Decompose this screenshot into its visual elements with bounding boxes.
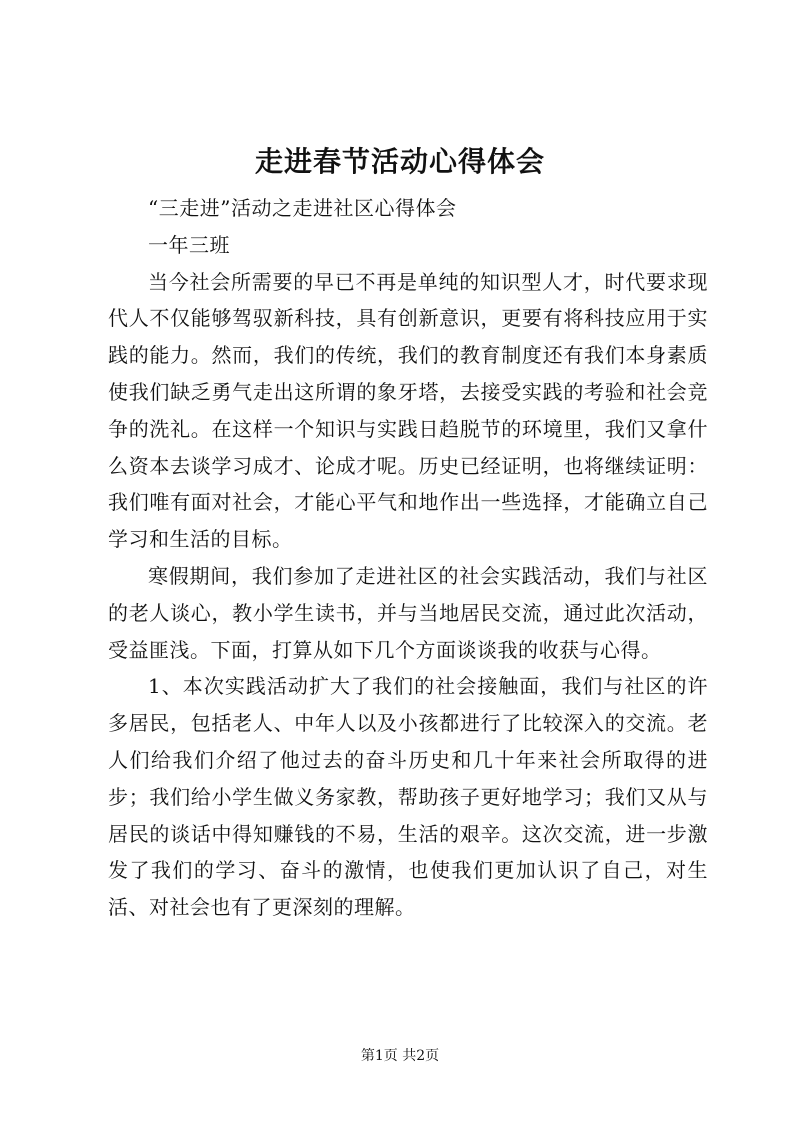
document-body <box>108 190 708 926</box>
paragraph-1: 当今社会所需要的早已不再是单纯的知识型人才，时代要求现代人不仅能够驾驭新科技，具有创新意识，更要有将科技应用于实践的能力。然而，我们的传统，我们的教育制度还有我们本身素质使我们缺乏勇气走出这所谓的象牙塔，去接受实践的考验和社会竞争的洗礼。在这样一个知识与实践日趋脱节的环境里，我们又拿什么资本去谈学习成才、论成才呢。历史已经证明，也将继续证明：我们唯有面对社会，才能心平气和地作出一些选择，才能确立自己学习和生活的目标。 <box>108 269 708 552</box>
document-subtitle: “三走进”活动之走进社区心得体会 <box>148 196 457 220</box>
paragraph-3: 1、本次实践活动扩大了我们的社会接触面，我们与社区的许多居民，包括老人、中年人以及小孩都进行了比较深入的交流。老人们给我们介绍了他过去的奋斗历史和几十年来社会所取得的进步；我们给小学生做义务家教，帮助孩子更好地学习；我们又从与居民的谈话中得知赚钱的不易，生活的艰辛。这次交流，进一步激发了我们的学习、奋斗的激情，也使我们更加认识了自己，对生活、对社会也有了更深刻的理解。 <box>108 674 708 920</box>
page-footer: 第1页 共2页 <box>360 1048 440 1064</box>
class-name: 一年三班 <box>148 232 230 257</box>
document-title: 走进春节活动心得体会 <box>254 145 545 178</box>
paragraph-2: 寒假期间，我们参加了走进社区的社会实践活动，我们与社区的老人谈心，教小学生读书，并与当地居民交流，通过此次活动，受益匪浅。下面，打算从如下几个方面谈谈我的收获与心得。 <box>108 563 708 662</box>
